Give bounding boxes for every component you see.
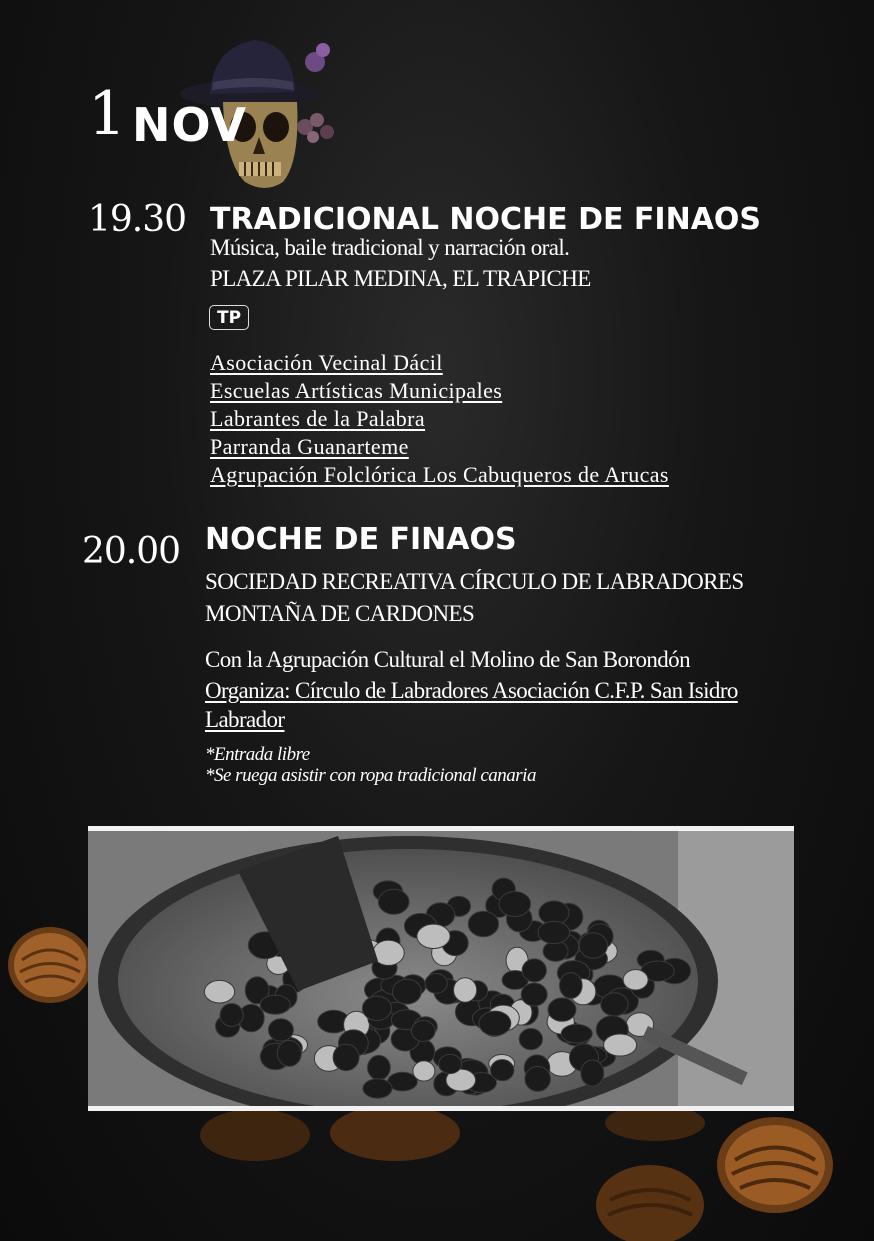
event-2-time: 20.00 <box>82 531 181 572</box>
chestnut <box>521 983 547 1006</box>
chestnut <box>362 996 391 1020</box>
chestnut <box>260 995 290 1014</box>
event-2-venue-line2: MONTAÑA DE CARDONES <box>205 601 475 626</box>
chestnut <box>522 959 546 982</box>
chestnut <box>468 911 498 937</box>
chestnut <box>491 1060 514 1081</box>
chestnut <box>581 1060 604 1086</box>
chestnut <box>561 1024 592 1043</box>
event-1-time: 19.30 <box>88 199 187 240</box>
chestnut <box>220 1004 243 1027</box>
chestnut <box>393 979 422 1004</box>
participant-link[interactable]: Asociación Vecinal Dácil <box>210 350 443 375</box>
chestnut <box>368 1055 391 1079</box>
chestnut <box>479 1011 511 1036</box>
event-1-description: Música, baile tradicional y narración oral. <box>210 235 570 260</box>
date-day: 1 <box>88 79 125 149</box>
participant-link[interactable]: Labrantes de la Palabra <box>210 406 426 431</box>
event-1-venue: PLAZA PILAR MEDINA, EL TRAPICHE <box>210 266 591 291</box>
chestnut-icon <box>710 1110 840 1220</box>
chestnut <box>499 892 531 917</box>
chestnut-icon <box>600 1105 710 1145</box>
chestnut <box>525 1066 551 1091</box>
chestnut <box>277 1040 301 1066</box>
chestnut <box>579 933 607 959</box>
chestnut <box>454 978 477 1002</box>
chestnut <box>373 940 404 965</box>
participant-link[interactable]: Escuelas Artísticas Municipales <box>210 378 503 403</box>
event-2-note-entry: *Entrada libre <box>205 744 310 765</box>
chestnut <box>548 998 576 1021</box>
chestnut <box>412 1021 436 1042</box>
event-2-organizer-link-cont[interactable]: Labrador <box>205 707 285 732</box>
chestnut <box>417 924 450 948</box>
age-rating-badge: TP <box>209 305 249 330</box>
chestnut <box>363 1079 392 1098</box>
participant-link[interactable]: Agrupación Folclórica Los Cabuqueros de Arucas <box>210 462 669 487</box>
event-2-title: NOCHE DE FINAOS <box>205 522 517 557</box>
chestnut <box>268 1019 293 1041</box>
event-2-organizer-link[interactable]: Organiza: Círculo de Labradores Asociación C.F.P. San Isidro <box>205 678 738 703</box>
date-month: NOV <box>132 98 247 152</box>
chestnut <box>439 1054 462 1073</box>
event-2-venue-line1: SOCIEDAD RECREATIVA CÍRCULO DE LABRADORES <box>205 569 744 594</box>
event-2-with: Con la Agrupación Cultural el Molino de San Borondón <box>205 647 690 672</box>
chestnut <box>543 941 568 961</box>
chestnut <box>604 1034 637 1056</box>
chestnut <box>204 980 234 1003</box>
chestnut <box>413 1061 435 1081</box>
chestnut <box>560 973 583 999</box>
event-1-title: TRADICIONAL NOCHE DE FINAOS <box>210 202 762 237</box>
chestnut <box>538 921 570 943</box>
roasting-chestnuts-photo <box>88 826 794 1111</box>
event-1-participants <box>210 349 669 489</box>
chestnut-icon <box>0 920 100 1010</box>
chestnut <box>333 1044 359 1071</box>
chestnut <box>378 889 409 914</box>
chestnut-icon <box>195 1105 475 1165</box>
chestnut-icon <box>590 1160 710 1241</box>
chestnut <box>425 974 447 994</box>
event-2-note-dress: *Se ruega asistir con ropa tradicional canaria <box>205 765 536 786</box>
chestnut <box>601 993 628 1016</box>
chestnut <box>623 970 648 990</box>
participant-link[interactable]: Parranda Guanarteme <box>210 434 409 459</box>
chestnut <box>519 1029 542 1050</box>
